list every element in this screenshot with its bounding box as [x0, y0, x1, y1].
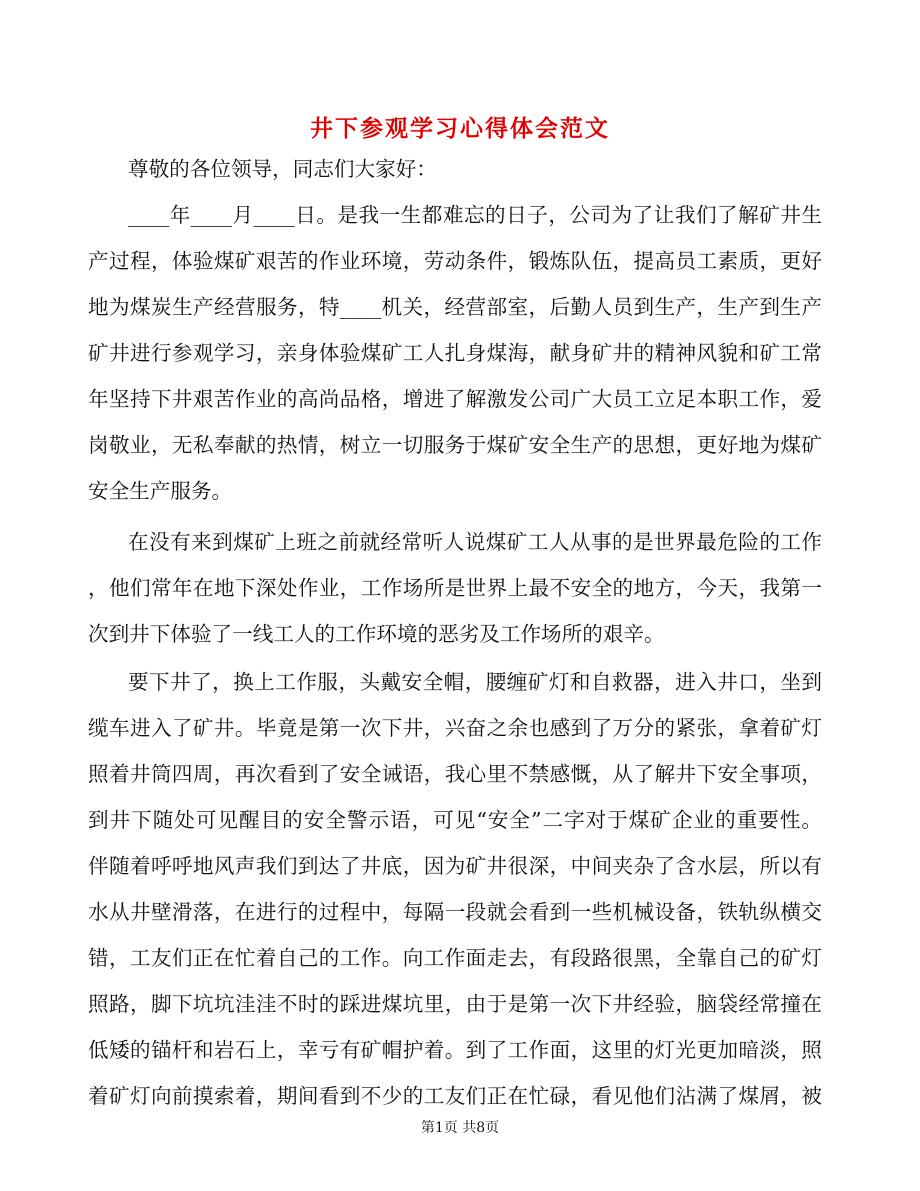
body-line: 错，工友们正在忙着自己的工作。向工作面走去，有段路很黑，全靠自己的矿灯 [88, 946, 822, 970]
document-title: 井下参观学习心得体会范文 [310, 115, 610, 142]
body-line: 安全生产服务。 [88, 479, 233, 503]
body-line: 缆车进入了矿井。毕竟是第一次下井，兴奋之余也感到了万分的紧张，拿着矿灯 [88, 716, 822, 740]
body-line: 次到井下体验了一线工人的工作环境的恶劣及工作场所的艰辛。 [88, 622, 665, 646]
body-line: 低矮的锚杆和岩石上，幸亏有矿帽护着。到了工作面，这里的灯光更加暗淡，照 [88, 1038, 822, 1062]
body-line: 地为煤炭生产经营服务，特____机关，经营部室，后勤人员到生产，生产到生产 [88, 295, 822, 319]
body-line: 要下井了，换上工作服，头戴安全帽，腰缠矿灯和自救器，进入井口，坐到 [128, 670, 822, 694]
salutation-line: 尊敬的各位领导，同志们大家好： [128, 157, 437, 181]
body-line: 水从井壁滑落，在进行的过程中，每隔一段就会看到一些机械设备，铁轨纵横交 [88, 900, 822, 924]
body-line: 产过程，体验煤矿艰苦的作业环境，劳动条件，锻炼队伍，提高员工素质，更好 [88, 249, 822, 273]
body-line: 着矿灯向前摸索着，期间看到不少的工友们正在忙碌，看见他们沾满了煤屑，被 [88, 1084, 822, 1108]
body-line: 年坚持下井艰苦作业的高尚品格，增进了解激发公司广大员工立足本职工作，爱 [88, 387, 822, 411]
page-number-footer: 第1页 共8页 [420, 1120, 500, 1136]
body-line: 照着井筒四周，再次看到了安全诫语，我心里不禁感慨，从了解井下安全事项， [88, 762, 822, 786]
body-line: 在没有来到煤矿上班之前就经常听人说煤矿工人从事的是世界最危险的工作 [128, 530, 822, 554]
body-line: 矿井进行参观学习，亲身体验煤矿工人扎身煤海，献身矿井的精神风貌和矿工常 [88, 341, 822, 365]
body-line: ，他们常年在地下深处作业，工作场所是世界上最不安全的地方，今天，我第一 [88, 576, 822, 600]
body-line: 岗敬业，无私奉献的热情，树立一切服务于煤矿安全生产的思想，更好地为煤矿 [88, 433, 822, 457]
body-line: 照路，脚下坑坑洼洼不时的踩进煤坑里，由于是第一次下井经验，脑袋经常撞在 [88, 992, 822, 1016]
body-line: 伴随着呼呼地风声我们到达了井底，因为矿井很深，中间夹杂了含水层，所以有 [88, 854, 822, 878]
body-line: 到井下随处可见醒目的安全警示语，可见“安全”二字对于煤矿企业的重要性。 [88, 808, 822, 832]
body-line: ____年____月____日。是我一生都难忘的日子，公司为了让我们了解矿井生 [128, 203, 822, 227]
